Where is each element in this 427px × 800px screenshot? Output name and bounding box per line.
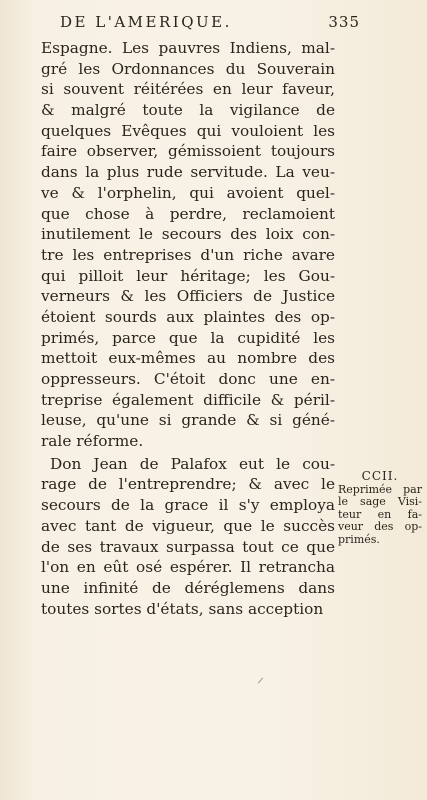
text-line: l'on en eût osé espérer. Il retrancha [41,558,335,577]
text-line: inutilement le secours des loix con- [41,225,335,244]
text-line: tre les entreprises d'un riche avare [41,245,335,264]
text-line: secours de la grace il s'y employa [41,496,335,515]
text-line: étoient sourds aux plaintes des op- [41,307,335,326]
margin-note-line: le sage Visi- [338,495,422,508]
text-line: rage de l'entreprendre; & avec le [41,475,335,494]
text-line: qui pilloit leur héritage; les Gou- [41,266,335,285]
text-line: Don Jean de Palafox eut le cou- [50,454,335,473]
running-head [60,13,360,35]
text-line: oppresseurs. C'étoit donc une en- [41,370,335,388]
margin-note-line: primés. [338,532,380,546]
body-text [41,38,335,619]
text-line: que chose à perdre, reclamoient [41,204,335,223]
margin-note-line: Reprimée par [338,482,422,496]
text-line: verneurs & les Officiers de Justice [41,287,335,306]
text-line: leuse, qu'une si grande & si géné- [41,411,335,430]
text-line: toutes sortes d'états, sans acception [41,599,324,618]
margin-note [338,470,422,546]
text-line: & malgré toute la vigilance de [41,101,335,120]
text-line: ve & l'orphelin, qui avoient quel- [41,183,335,202]
margin-note-line: veur des op- [338,520,422,533]
text-line: treprise également difficile & péril- [41,390,335,409]
text-line: de ses travaux surpassa tout ce que [41,537,335,556]
text-line: rale réforme. [41,432,144,451]
text-line: avec tant de vigueur, que le succès [41,516,335,535]
text-line: quelques Evêques qui vouloient les [41,121,335,140]
text-line: gré les Ordonnances du Souverain [41,59,335,78]
margin-note-number: CCII. [361,469,399,483]
text-line: mettoit eux-mêmes au nombre des [41,349,335,368]
text-line: primés, parce que la cupidité les [41,328,335,347]
text-line: dans la plus rude servitude. La veu- [41,163,335,182]
text-line: si souvent réitérées en leur faveur, [41,80,335,99]
text-line: faire observer, gémissoient toujours [41,142,335,161]
stray-ink-mark [258,677,263,683]
running-title: DE L'AMERIQUE. [60,13,232,31]
margin-note-line: teur en fa- [338,507,422,521]
text-line: une infinité de déréglemens dans [41,578,335,597]
page-number: 335 [328,13,360,31]
text-line: Espagne. Les pauvres Indiens, mal- [41,39,335,57]
